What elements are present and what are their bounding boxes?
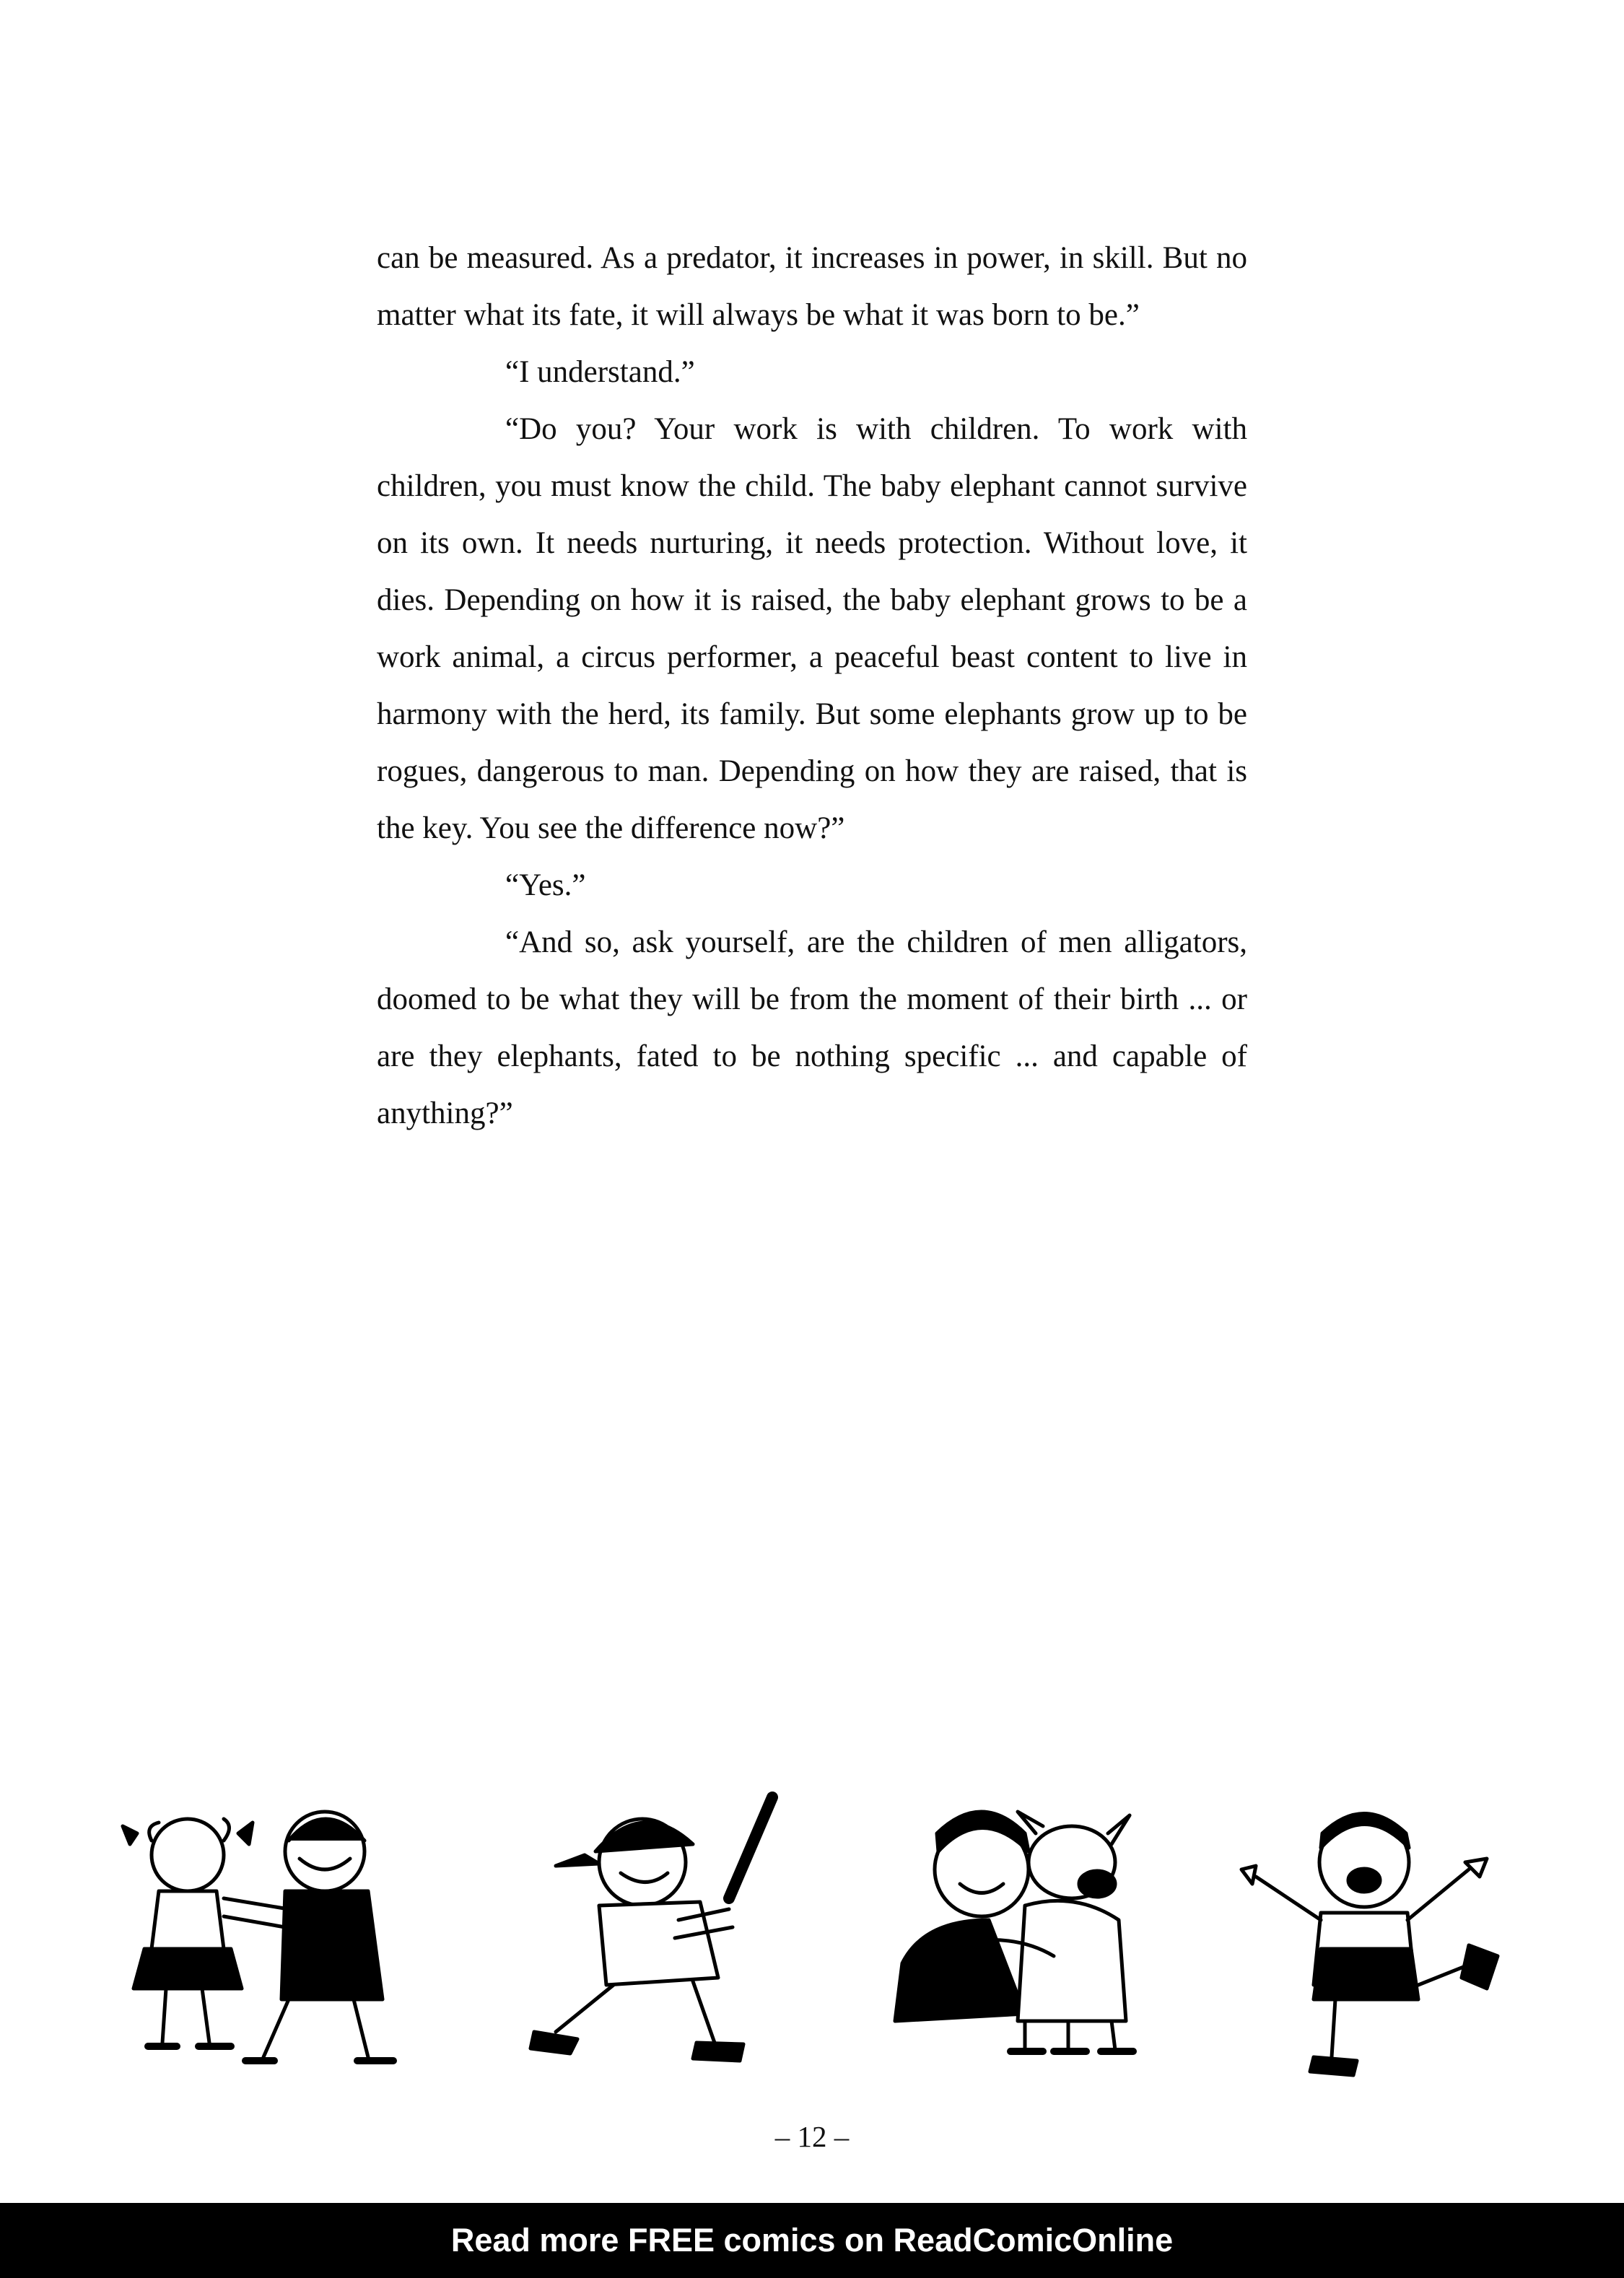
illustration-row bbox=[108, 1783, 1516, 2079]
child-hugging-dog-illustration bbox=[881, 1783, 1169, 2079]
cheering-child-illustration bbox=[1213, 1783, 1516, 2079]
paragraph: “And so, ask yourself, are the children of men alligators, doomed to be what they will be from the moment of their birth ... or are they elephants, fated to be nothing specific ... and capable of anything?” bbox=[377, 925, 1247, 1130]
paragraph: can be measured. As a predator, it increases in power, in skill. But no matter what its fate, it will always be what it was born to be.” bbox=[377, 241, 1247, 332]
promo-banner[interactable]: Read more FREE comics on ReadComicOnline bbox=[0, 2203, 1624, 2278]
paragraph: “I understand.” bbox=[505, 355, 695, 389]
paragraph: “Do you? Your work is with children. To work with children, you must know the child. The baby elephant cannot survive on its own. It needs nurturing, it needs protection. Without love, it dies. Depending on how it is raised, the baby elephant grows to be a work animal, a circus performer, a peaceful beast content to live in harmony with the herd, its family. But some elephants grow up to be rogues, dangerous to man. Depending on how they are raised, that is the key. You see the difference now?” bbox=[377, 412, 1247, 845]
body-text bbox=[377, 230, 1247, 1142]
page-number: – 12 – bbox=[774, 2120, 850, 2153]
two-children-playing-illustration bbox=[108, 1783, 419, 2079]
paragraph: “Yes.” bbox=[505, 868, 586, 902]
baseball-batter-illustration bbox=[512, 1783, 801, 2079]
